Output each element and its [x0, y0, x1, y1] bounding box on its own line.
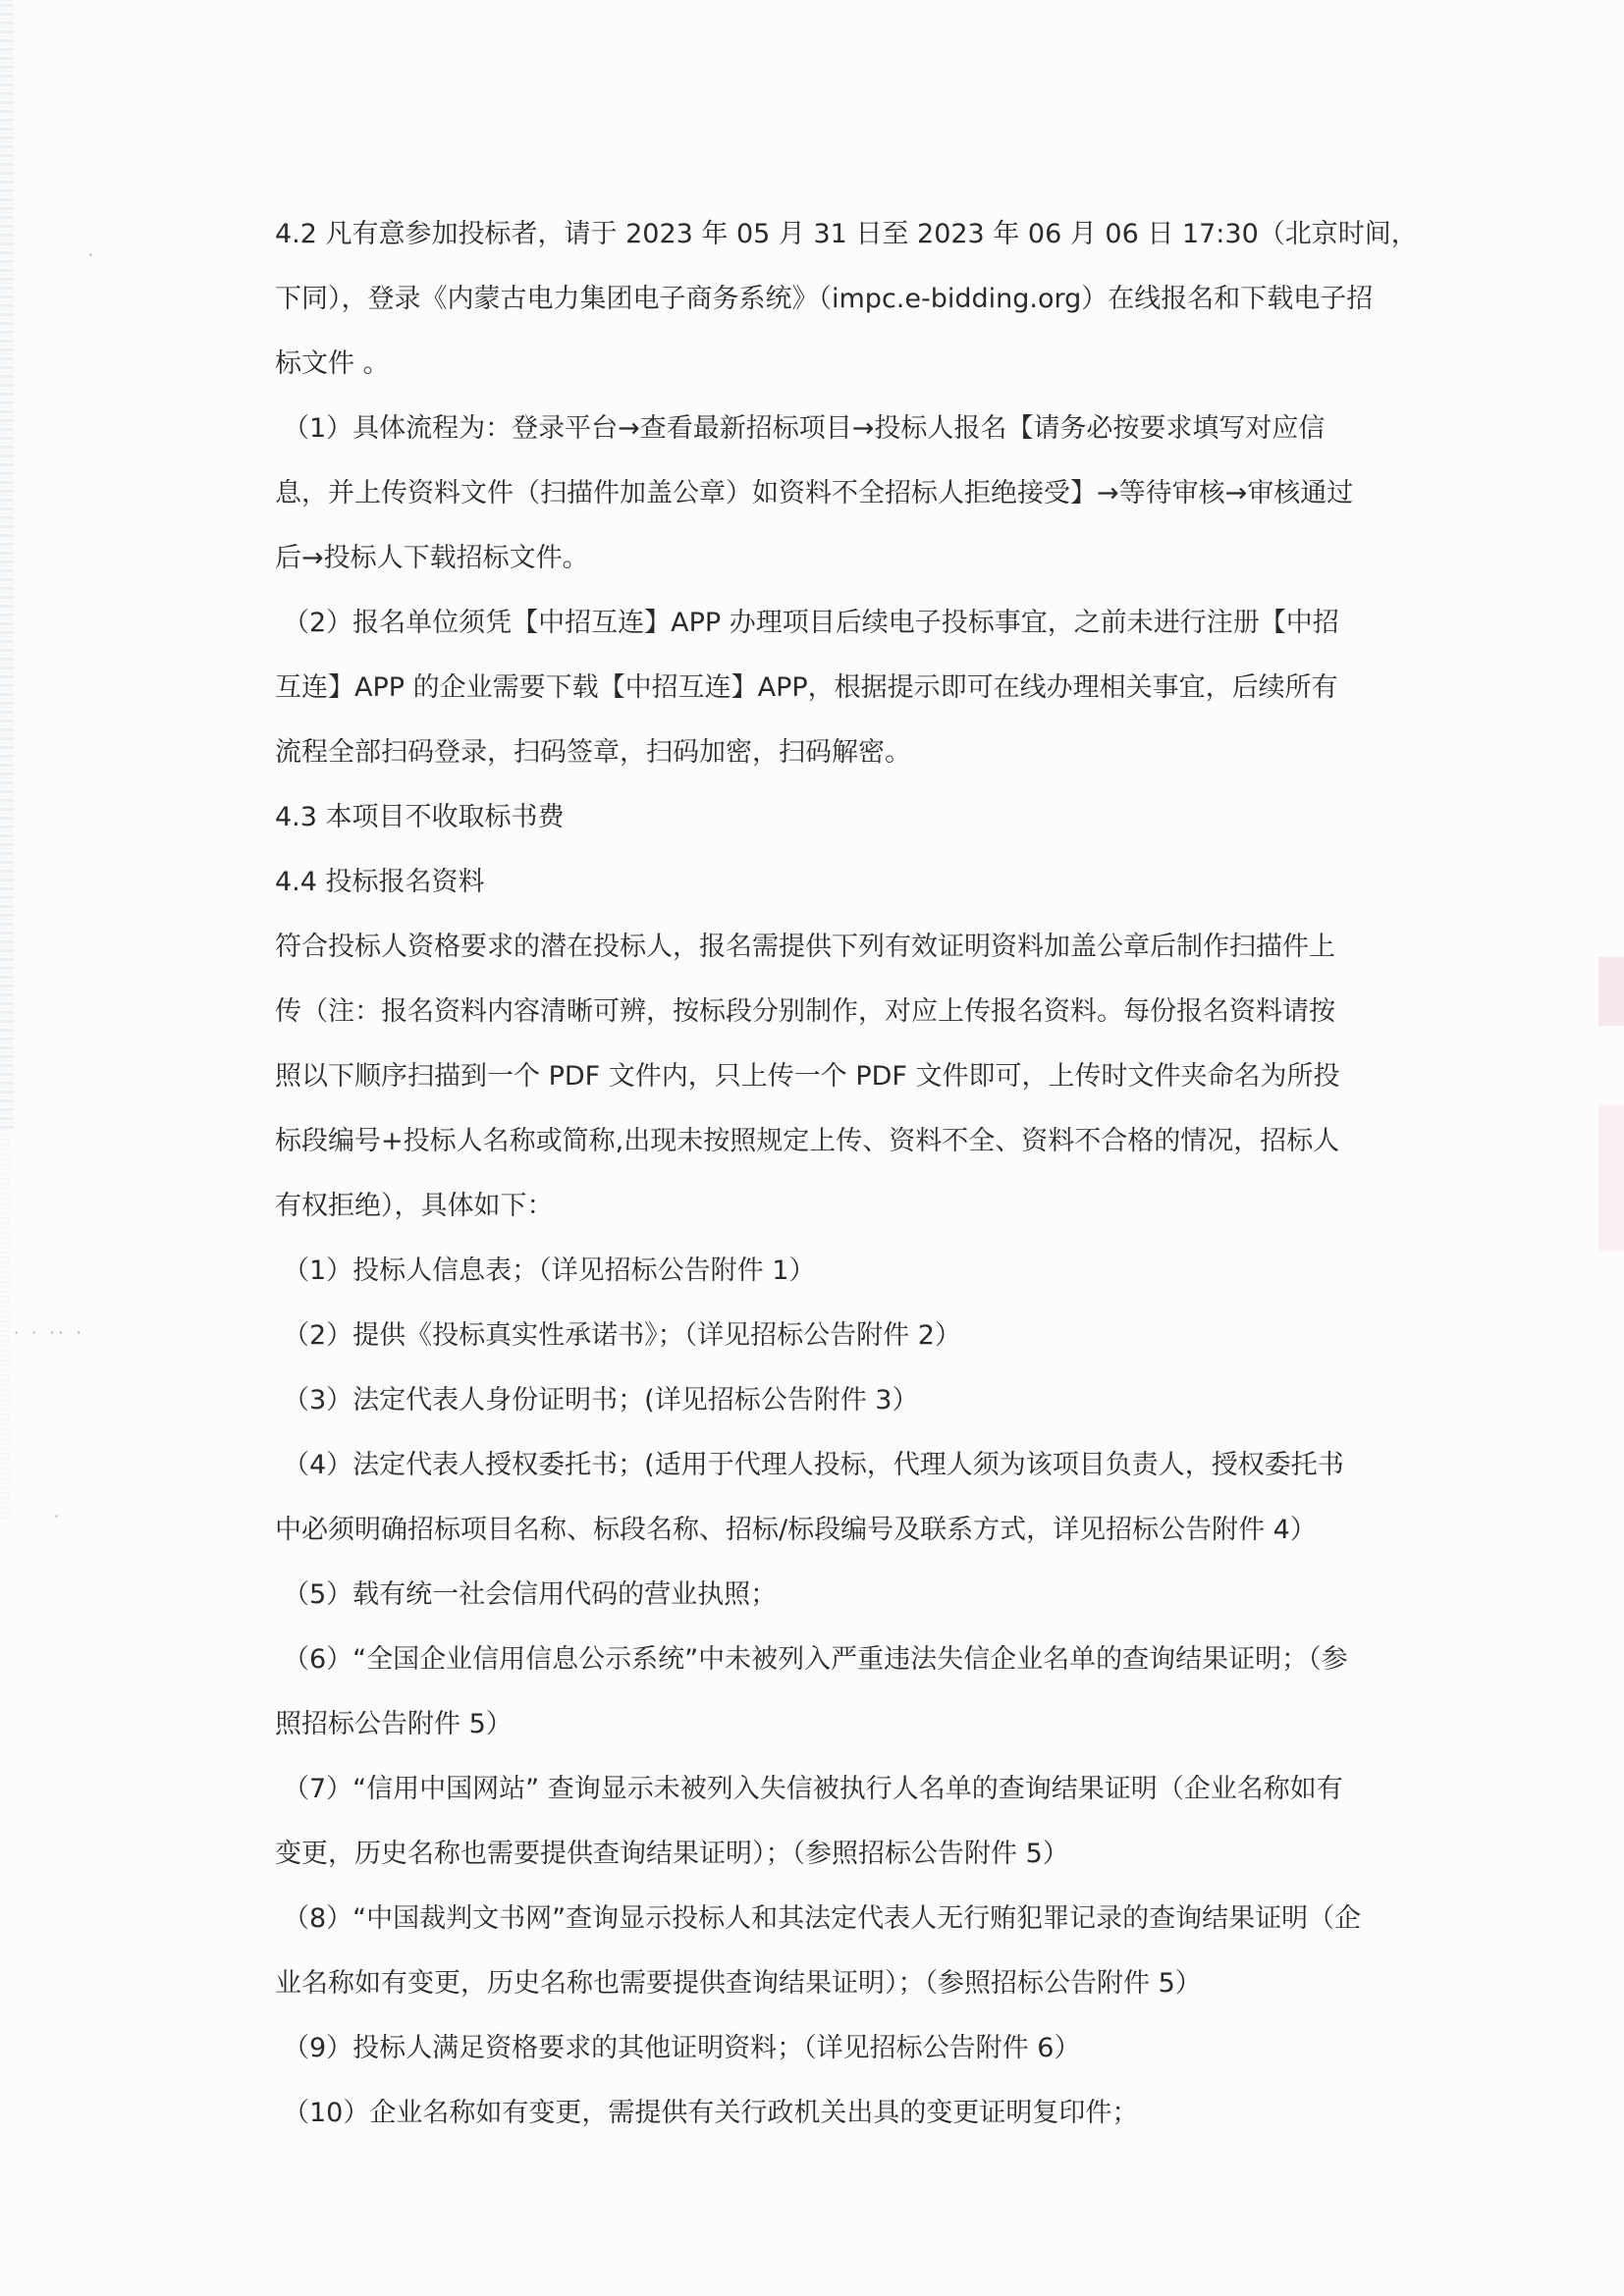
list-item: （9）投标人满足资格要求的其他证明资料；（详见招标公告附件 6）: [283, 2033, 1081, 2063]
paragraph-line: 照以下顺序扫描到一个 PDF 文件内，只上传一个 PDF 文件即可，上传时文件夹命名为所投: [275, 1061, 1340, 1092]
stamp-fragment-lower: [1598, 1104, 1624, 1252]
paragraph-line: （2）报名单位须凭【中招互连】APP 办理项目后续电子投标事宜，之前未进行注册【中招: [283, 608, 1339, 638]
stamp-fragment: [1598, 957, 1624, 1026]
list-item: （5）载有统一社会信用代码的营业执照；: [283, 1579, 778, 1610]
paragraph-line: 有权拒绝），具体如下：: [275, 1191, 554, 1221]
list-item: （8）“中国裁判文书网”查询显示投标人和其法定代表人无行贿犯罪记录的查询结果证明（企: [283, 1903, 1362, 1934]
scan-dot-lower: ·: [54, 1507, 64, 1525]
paragraph-line: 流程全部扫码登录，扫码签章，扫码加密，扫码解密。: [275, 737, 911, 768]
list-item-continued: 照招标公告附件 5）: [275, 1709, 513, 1739]
paragraph-line: 后→投标人下载招标文件。: [275, 543, 589, 573]
scan-dot: ·: [88, 245, 98, 264]
paragraph-line: 符合投标人资格要求的潜在投标人，报名需提供下列有效证明资料加盖公章后制作扫描件上: [275, 932, 1335, 962]
list-item-continued: 业名称如有变更，历史名称也需要提供查询结果证明）；（参照招标公告附件 5）: [275, 1968, 1202, 1999]
paragraph-line: 标段编号+投标人名称或简称,出现未按照规定上传、资料不全、资料不合格的情况，招标人: [275, 1126, 1340, 1156]
list-item: （4）法定代表人授权委托书；(适用于代理人投标，代理人须为该项目负责人，授权委托书: [283, 1450, 1344, 1480]
list-item: （7）“信用中国网站” 查询显示未被列入失信被执行人名单的查询结果证明（企业名称如有: [283, 1774, 1343, 1804]
paragraph-line: 4.2 凡有意参加投标者，请于 2023 年 05 月 31 日至 2023 年 06 月 06 日 17:30（北京时间，: [275, 219, 1418, 249]
paragraph-line: （1）具体流程为：登录平台→查看最新招标项目→投标人报名【请务必按要求填写对应信: [283, 413, 1326, 444]
list-item: （6）“全国企业信用信息公示系统”中未被列入严重违法失信企业名单的查询结果证明；（参: [283, 1644, 1348, 1675]
list-item-continued: 变更，历史名称也需要提供查询结果证明）；（参照招标公告附件 5）: [275, 1839, 1069, 1869]
paragraph-line: 标文件 。: [275, 348, 390, 379]
paragraph-line: 传（注：报名资料内容清晰可辨，按标段分别制作，对应上传报名资料。每份报名资料请按: [275, 996, 1335, 1027]
document-body: [275, 218, 1418, 2162]
paragraph-line: 下同），登录《内蒙古电力集团电子商务系统》（impc.e-bidding.org）在线报名和下载电子招: [275, 284, 1374, 314]
list-item: （10）企业名称如有变更，需提供有关行政机关出具的变更证明复印件；: [283, 2098, 1139, 2128]
scan-edge-artifact-lower: [0, 1129, 10, 1522]
list-item: （1）投标人信息表；（详见招标公告附件 1）: [283, 1255, 816, 1286]
paragraph-line: 息，并上传资料文件（扫描件加盖公章）如资料不全招标人拒绝接受】→等待审核→审核通过: [275, 478, 1354, 508]
scan-speck: · · ·· ·: [14, 1323, 85, 1342]
list-item-continued: 中必须明确招标项目名称、标段名称、招标/标段编号及联系方式，详见招标公告附件 4）: [275, 1515, 1317, 1545]
section-heading: 4.4 投标报名资料: [275, 867, 485, 897]
paragraph-line: 互连】APP 的企业需要下载【中招互连】APP，根据提示即可在线办理相关事宜，后续所有: [275, 672, 1338, 703]
section-heading: 4.3 本项目不收取标书费: [275, 802, 565, 832]
list-item: （2）提供《投标真实性承诺书》；（详见招标公告附件 2）: [283, 1320, 961, 1351]
scan-edge-artifact: [0, 0, 14, 1129]
list-item: （3）法定代表人身份证明书；(详见招标公告附件 3）: [283, 1385, 919, 1415]
